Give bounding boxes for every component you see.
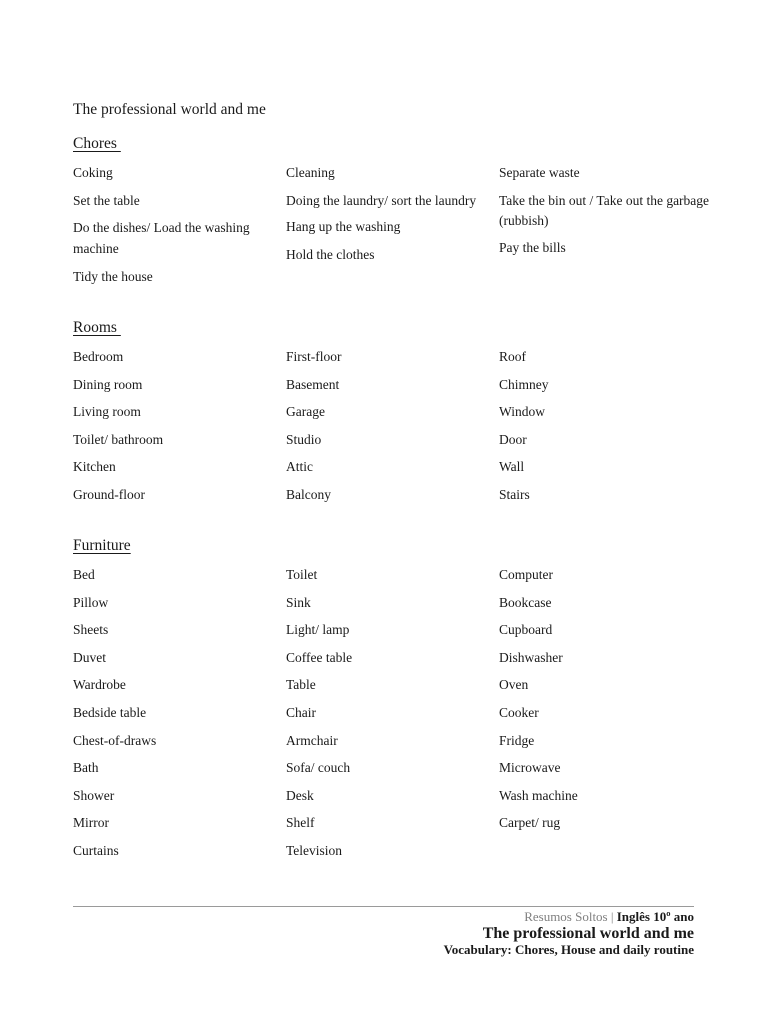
vocab-item: Wash machine: [499, 787, 578, 803]
vocab-item: Tidy the house: [73, 268, 153, 284]
vocab-column: [286, 163, 499, 294]
section-heading-rooms: Rooms: [73, 319, 121, 336]
vocab-item: Microwave: [499, 760, 561, 776]
vocab-item: Fridge: [499, 732, 535, 748]
vocab-item: Cleaning: [286, 165, 335, 180]
vocab-grid-furniture: [73, 565, 713, 869]
vocab-item: Do the dishes/ Load the washing machine: [73, 220, 250, 256]
vocab-item: Balcony: [286, 486, 331, 502]
vocab-item: Oven: [499, 677, 529, 693]
vocab-item: Wall: [499, 459, 525, 475]
vocab-item: Light/ lamp: [286, 622, 350, 638]
vocab-column: [73, 347, 286, 513]
vocab-item: Roof: [499, 349, 526, 364]
vocab-item: Table: [286, 677, 316, 693]
vocab-item: Take the bin out / Take out the garbage (rubbish): [499, 192, 710, 229]
footer-title: The professional world and me: [482, 925, 694, 942]
vocab-item: Hang up the washing: [286, 219, 401, 235]
vocab-item: Coking: [73, 165, 113, 180]
vocab-item: Separate waste: [499, 165, 580, 180]
vocab-item: Carpet/ rug: [499, 815, 561, 831]
vocab-item: Mirror: [73, 815, 109, 831]
vocab-item: Toilet: [286, 567, 318, 582]
vocab-item: Hold the clothes: [286, 246, 375, 262]
vocab-column: [286, 347, 499, 513]
vocab-item: Bedroom: [73, 349, 124, 364]
page-footer: [73, 906, 694, 957]
vocab-item: Television: [286, 842, 343, 858]
section-heading-chores: Chores: [73, 135, 121, 152]
vocab-item: Garage: [286, 404, 325, 420]
vocab-item: Bookcase: [499, 594, 552, 610]
vocab-item: Ground-floor: [73, 486, 145, 502]
footer-subject: Inglês 10º ano: [616, 909, 694, 924]
vocab-column: [286, 565, 499, 869]
vocab-column: [499, 163, 713, 294]
vocab-item: Bath: [73, 760, 99, 776]
vocab-column: [73, 565, 286, 869]
vocab-item: Chair: [286, 704, 316, 720]
footer-separator: |: [607, 909, 617, 924]
vocab-grid-rooms: [73, 347, 713, 513]
vocab-item: Toilet/ bathroom: [73, 431, 164, 447]
vocab-item: Cooker: [499, 704, 539, 720]
vocab-item: Sheets: [73, 622, 109, 638]
vocab-column: [499, 347, 713, 513]
vocab-item: Cupboard: [499, 622, 553, 638]
vocab-item: Sink: [286, 594, 311, 610]
vocab-item: Desk: [286, 787, 314, 803]
vocab-item: Pillow: [73, 594, 109, 610]
page-title: The professional world and me: [73, 101, 266, 118]
vocab-item: Door: [499, 431, 527, 447]
vocab-item: Set the table: [73, 192, 140, 208]
vocab-item: Duvet: [73, 649, 106, 665]
footer-brand: Resumos Soltos: [524, 909, 608, 924]
section-rooms: [73, 317, 713, 513]
vocab-item: Bed: [73, 567, 95, 582]
vocab-item: Curtains: [73, 842, 119, 858]
section-heading-furniture: Furniture: [73, 537, 131, 554]
vocab-item: Attic: [286, 459, 313, 475]
section-furniture: [73, 535, 713, 869]
vocab-item: Bedside table: [73, 704, 147, 720]
vocab-item: Coffee table: [286, 649, 353, 665]
vocab-item: Sofa/ couch: [286, 760, 351, 776]
footer-divider: [73, 906, 694, 907]
vocab-item: Armchair: [286, 732, 338, 748]
section-chores: [73, 133, 713, 294]
vocab-item: Computer: [499, 567, 553, 582]
vocab-grid-chores: [73, 163, 713, 294]
vocab-item: Doing the laundry/ sort the laundry: [286, 192, 477, 208]
vocab-item: Chimney: [499, 376, 549, 392]
vocab-column: [73, 163, 286, 294]
vocab-item: First-floor: [286, 349, 342, 364]
vocab-item: Pay the bills: [499, 240, 566, 256]
vocab-item: Living room: [73, 404, 141, 420]
vocab-item: Window: [499, 404, 545, 420]
vocab-item: Stairs: [499, 486, 530, 502]
vocab-item: Dining room: [73, 376, 143, 392]
footer-subtitle: Vocabulary: Chores, House and daily routine: [443, 942, 694, 957]
vocab-item: Shower: [73, 787, 115, 803]
vocab-item: Chest-of-draws: [73, 732, 157, 748]
footer-header-line: [73, 909, 694, 925]
vocab-item: Wardrobe: [73, 677, 126, 693]
vocab-item: Kitchen: [73, 459, 116, 475]
vocab-item: Basement: [286, 376, 340, 392]
vocab-item: Dishwasher: [499, 649, 563, 665]
vocab-column: [499, 565, 713, 869]
vocab-item: Studio: [286, 431, 322, 447]
vocab-item: Shelf: [286, 815, 315, 831]
